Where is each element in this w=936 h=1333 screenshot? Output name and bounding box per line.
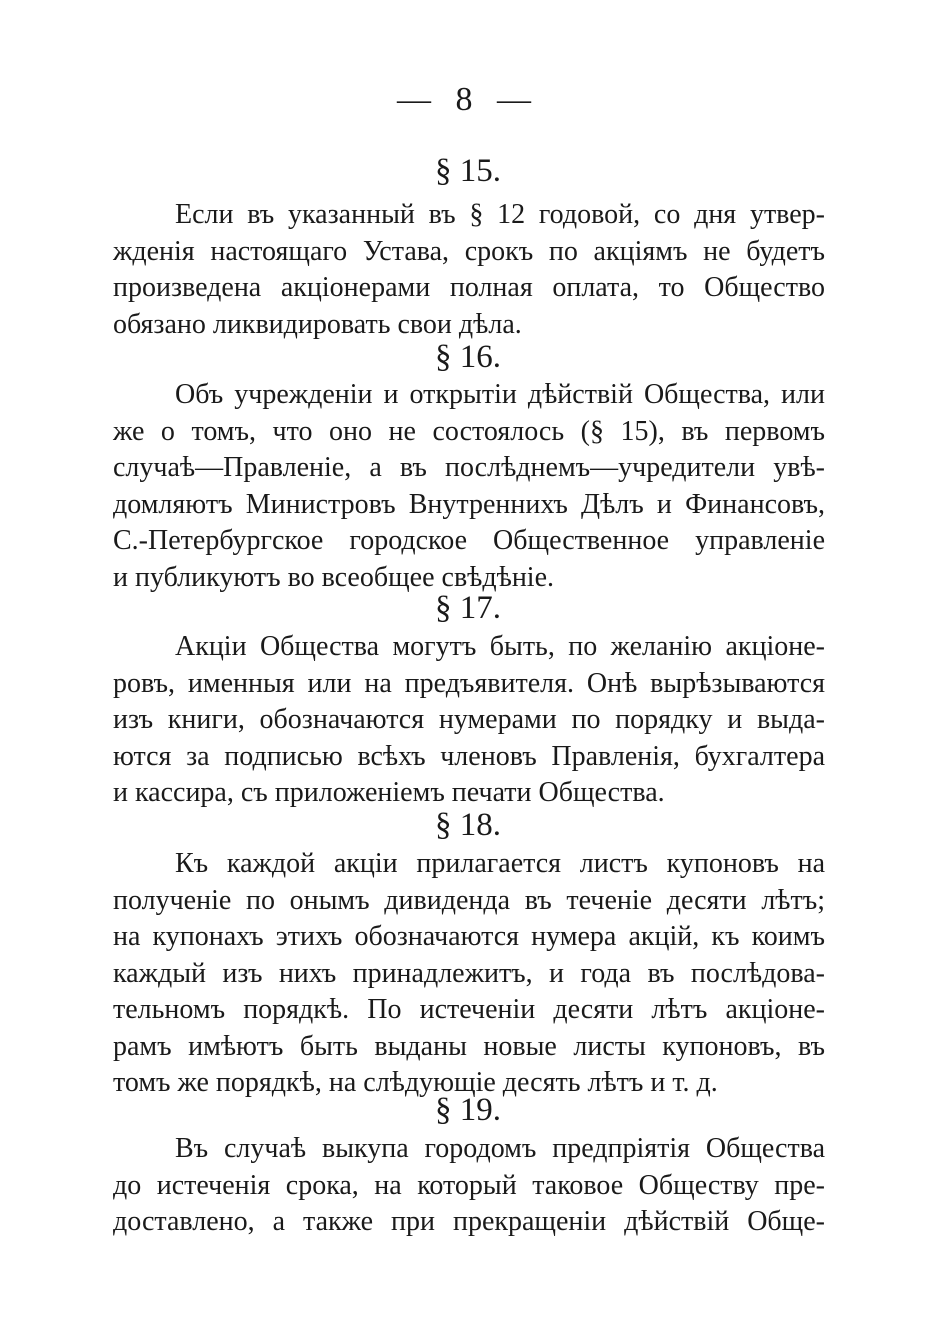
text-line: обязано ликвидировать свои дѣла. [113,308,522,340]
section-heading-17: § 17. [435,590,501,626]
text-line: же о томъ, что оно не состоялось (§ 15), въ первомъ [113,415,825,447]
text-line: Объ учрежденіи и открытіи дѣйствій Общества, или [175,379,825,410]
text-line: произведена акціонерами полная оплата, то Общество [113,272,825,303]
text-line: Если въ указанный въ § 12 годовой, со дня утвер- [175,199,825,230]
text-line: полученіе по онымъ дивиденда въ теченіе десяти лѣтъ; [113,884,825,916]
text-line: до истеченія срока, на который таковое Обществу пре- [113,1169,825,1201]
text-line: доставлено, а также при прекращеніи дѣйствій Обще- [113,1206,825,1237]
text-line: и публикуютъ во всеобщее свѣдѣніе. [113,561,555,593]
text-line: ются за подписью всѣхъ членовъ Правленія, бухгалтера [113,740,825,772]
section-heading-19: § 19. [435,1092,501,1128]
text-line: Въ случаѣ выкупа городомъ предпріятія Общества [175,1133,825,1164]
text-line: жденія настоящаго Устава, срокъ по акціямъ не будетъ [113,235,825,267]
section-heading-16: § 16. [435,339,501,375]
section-16-paragraph [113,377,825,596]
text-line: Акціи Общества могутъ быть, по желанію акціоне- [175,631,825,662]
text-line: С.-Петербургское городское Общественное управленіе [113,525,825,556]
text-line: ровъ, именныя или на предъявителя. Онѣ вырѣзываются [113,667,825,699]
section-19-paragraph [113,1131,825,1241]
text-line: рамъ имѣютъ быть выданы новые листы купоновъ, въ [113,1030,825,1062]
section-heading-18: § 18. [435,807,501,843]
text-line: на купонахъ этихъ обозначаются нумера акцій, къ коимъ [113,921,825,952]
section-15-paragraph [113,197,825,343]
text-line: Къ каждой акціи прилагается листъ купоновъ на [175,848,825,879]
text-line: тельномъ порядкѣ. По истеченіи десяти лѣтъ акціоне- [113,994,825,1025]
text-line: томъ же порядкѣ, на слѣдующіе десять лѣтъ и т. д. [113,1067,718,1098]
text-line: случаѣ—Правленіе, а въ послѣднемъ—учредители увѣ- [113,452,825,483]
page-number: — 8 — [397,81,539,118]
section-18-paragraph [113,846,825,1102]
section-heading-15: § 15. [435,153,501,189]
text-line: изъ книги, обозначаются нумерами по порядку и выда- [113,704,825,735]
text-line: и кассира, съ приложеніемъ печати Общества. [113,777,665,808]
text-line: домляютъ Министровъ Внутреннихъ Дѣлъ и Финансовъ, [113,488,825,520]
section-17-paragraph [113,629,825,812]
text-line: каждый изъ нихъ принадлежитъ, и года въ послѣдова- [113,957,825,989]
